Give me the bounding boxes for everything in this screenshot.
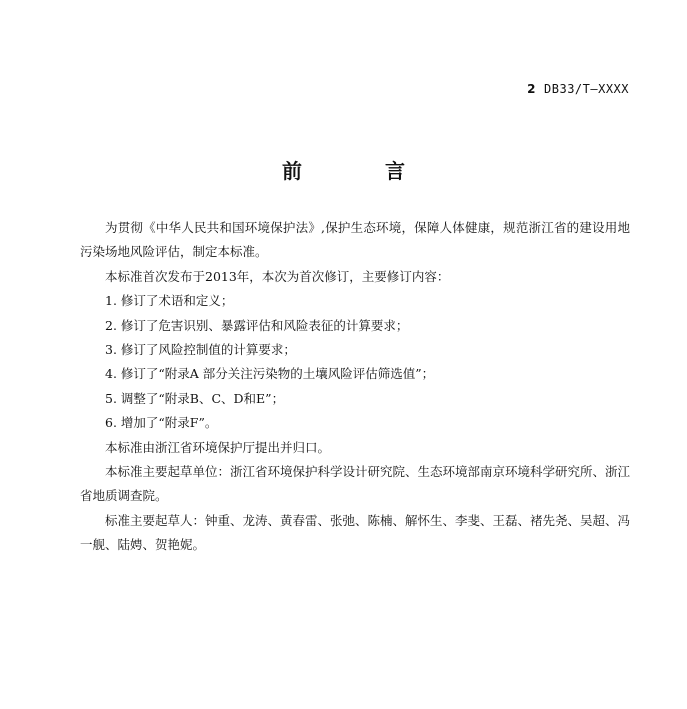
page-number: 2 bbox=[527, 82, 537, 96]
document-code: DB33/T—XXXX bbox=[544, 82, 629, 96]
revision-item: 4. 修订了“附录A 部分关注污染物的土壤风险评估筛选值”； bbox=[105, 366, 435, 382]
revision-item: 3. 修订了风险控制值的计算要求； bbox=[105, 342, 296, 358]
revision-item: 2. 修订了危害识别、暴露评估和风险表征的计算要求； bbox=[105, 317, 409, 333]
running-header bbox=[527, 82, 629, 96]
foreword-body bbox=[80, 216, 630, 558]
paragraph-drafters: 标准主要起草人：钟重、龙涛、黄春雷、张弛、陈楠、解怀生、李斐、王磊、褚先尧、吴超、冯一舰、陆娉、贺艳妮。 bbox=[80, 512, 631, 553]
paragraph-proposer: 本标准由浙江省环境保护厅提出并归口。 bbox=[105, 439, 331, 455]
paragraph-drafting-units: 本标准主要起草单位：浙江省环境保护科学设计研究院、生态环境部南京环境科学研究所、浙江省地质调查院。 bbox=[80, 464, 631, 504]
revision-item: 1. 修订了术语和定义； bbox=[105, 293, 234, 309]
paragraph-revision-intro: 本标准首次发布于2013年，本次为首次修订，主要修订内容： bbox=[105, 268, 450, 284]
revision-item: 6. 增加了“附录F”。 bbox=[105, 415, 218, 431]
revision-item: 5. 调整了“附录B、C、D和E”； bbox=[105, 390, 285, 406]
page-title: 前 言 bbox=[282, 159, 443, 183]
paragraph-purpose: 为贯彻《中华人民共和国环境保护法》,保护生态环境，保障人体健康，规范浙江省的建设用地污染场地风险评估，制定本标准。 bbox=[80, 220, 630, 260]
